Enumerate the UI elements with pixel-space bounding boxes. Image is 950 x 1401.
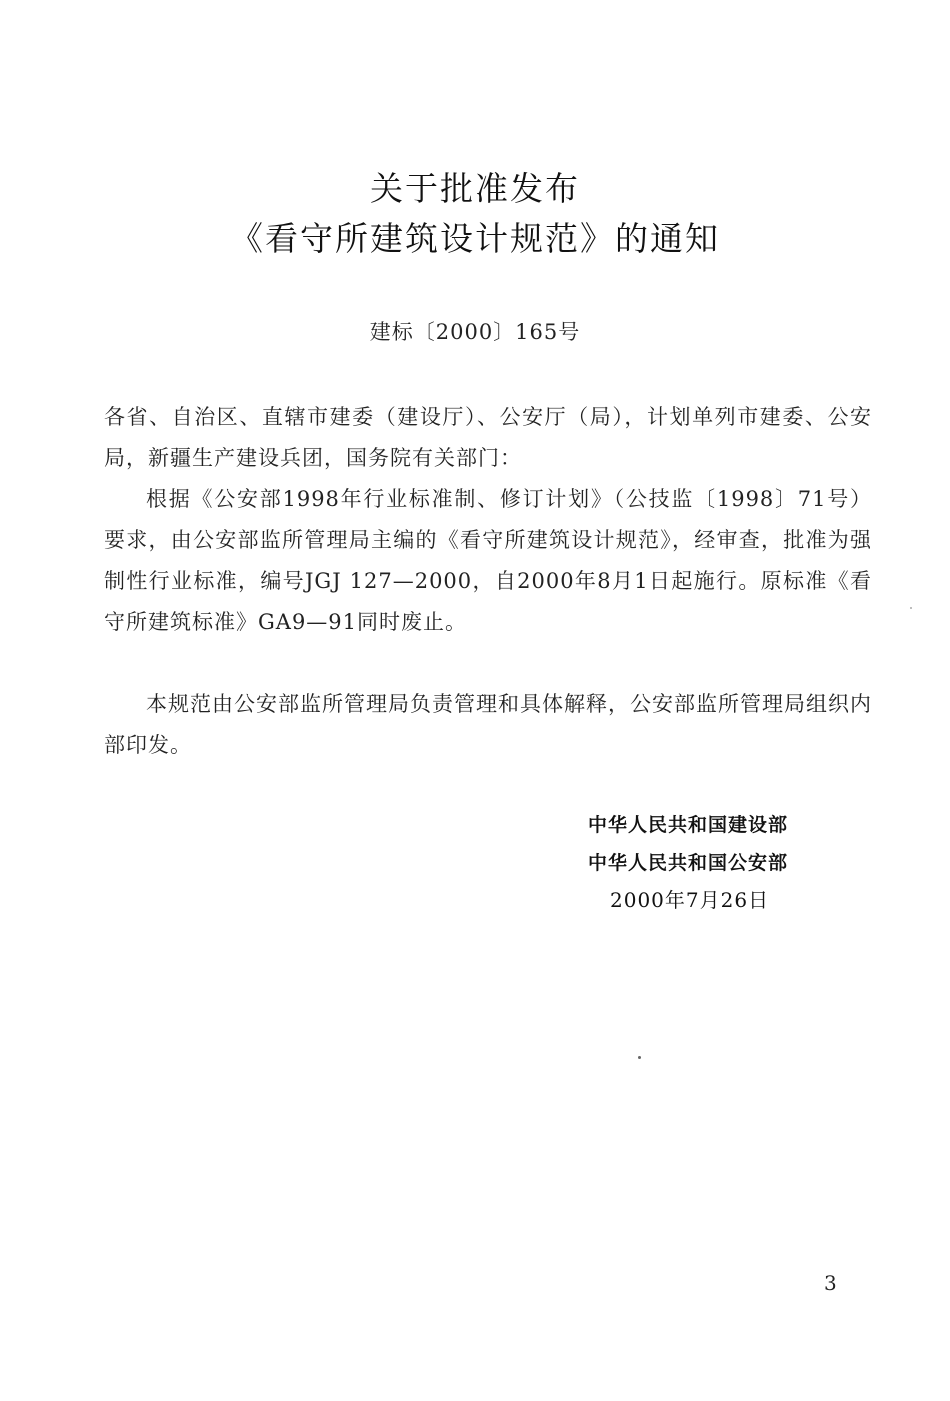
- body-paragraph: 本规范由公安部监所管理局负责管理和具体解释，公安部监所管理局组织内部印发。: [104, 692, 872, 757]
- document-title-line-2: 《看守所建筑设计规范》的通知: [230, 219, 720, 258]
- body-paragraph: 根据《公安部1998年行业标准制、修订计划》（公技监〔1998〕71号）要求，由公安部监所管理局主编的《看守所建筑设计规范》，经审查，批准为强制性行业标准，编号JGJ 127—2000，自2000年8月1日起施行。原标准《看守所建筑标准》GA9—91同时废止。: [104, 487, 872, 634]
- document-title-line-1: 关于批准发布: [370, 169, 580, 208]
- scan-speck: [910, 607, 912, 609]
- scan-speck: [638, 1056, 641, 1059]
- signature-org-public-security: 中华人民共和国公安部: [588, 852, 789, 874]
- signature-date: 2000年7月26日: [610, 888, 770, 912]
- document-number: 建标〔2000〕165号: [369, 320, 581, 344]
- page-number: 3: [824, 1271, 837, 1295]
- addressee: 各省、自治区、直辖市建委（建设厅）、公安厅（局），计划单列市建委、公安局，新疆生产建设兵团，国务院有关部门：: [104, 405, 872, 470]
- signature-org-construction: 中华人民共和国建设部: [588, 814, 789, 836]
